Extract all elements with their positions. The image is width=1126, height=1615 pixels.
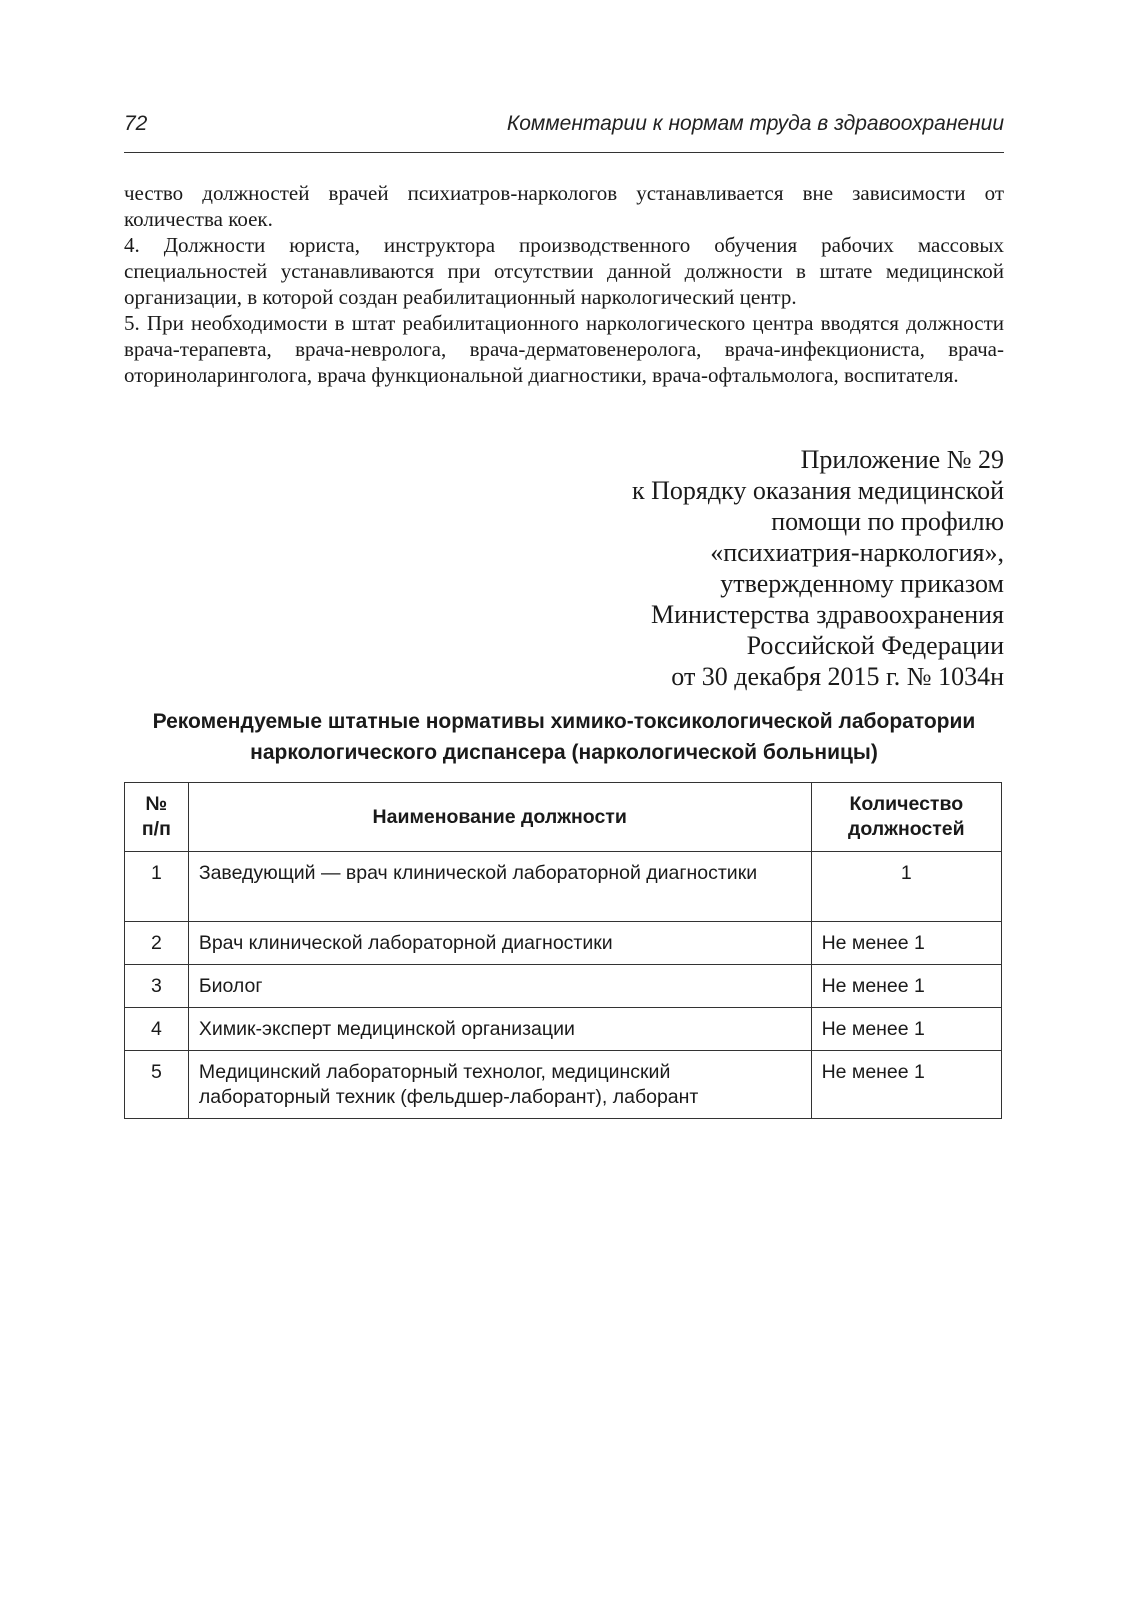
header-quantity-line: должностей [847, 818, 965, 840]
row-number: 4 [125, 1008, 189, 1051]
appendix-line: «психиатрия-наркология», [710, 538, 1004, 567]
body-text [124, 180, 1004, 388]
appendix-line: к Порядку оказания медицинской [631, 476, 1004, 505]
table-title-line: Рекомендуемые штатные нормативы химико-токсикологической лаборатории [152, 710, 976, 733]
header-number [125, 783, 189, 852]
position-quantity: Не менее 1 [811, 1008, 1001, 1051]
row-number: 3 [125, 965, 189, 1008]
position-name: Заведующий — врач клинической лабораторной диагностики [188, 852, 811, 922]
header-quantity [811, 783, 1001, 852]
position-quantity: Не менее 1 [811, 922, 1001, 965]
running-header [124, 112, 1004, 144]
table-title-line: наркологического диспансера (наркологической больницы) [250, 741, 878, 764]
table-row [125, 1008, 1002, 1051]
page-number: 72 [124, 112, 148, 135]
position-name: Врач клинической лабораторной диагностики [188, 922, 811, 965]
table-row [125, 1051, 1002, 1119]
row-number: 2 [125, 922, 189, 965]
header-number-line: п/п [141, 818, 171, 840]
paragraph: чество должностей врачей психиатров-наркологов устанавливается вне зависимости от количества коек. [124, 181, 1004, 231]
table-row [125, 965, 1002, 1008]
position-name: Химик-эксперт медицинской организации [188, 1008, 811, 1051]
paragraph: 5. При необходимости в штат реабилитационного наркологического центра вводятся должности врача-терапевта, врача-невролога, врача-дерматовенеролога, врача-инфекциониста, врача-оториноларинголога, врача функциональной диагностики, врача-офтальмолога, воспитателя. [124, 311, 1004, 387]
position-quantity: Не менее 1 [811, 965, 1001, 1008]
table-title [124, 706, 1004, 768]
table-row [125, 922, 1002, 965]
staffing-table [124, 782, 1002, 1119]
header-divider [124, 152, 1004, 153]
position-quantity: 1 [811, 852, 1001, 922]
appendix-line: Министерства здравоохранения [651, 600, 1004, 629]
appendix-line: Приложение № 29 [800, 445, 1004, 474]
header-number-line: № [145, 793, 168, 815]
appendix-line: утвержденному приказом [720, 569, 1004, 598]
paragraph: 4. Должности юриста, инструктора производственного обучения рабочих массовых специальностей устанавливаются при отсутствии данной должности в штате медицинской организации, в которой создан реабилитационный наркологический центр. [124, 233, 1004, 309]
row-number: 5 [125, 1051, 189, 1119]
appendix-line: помощи по профилю [771, 507, 1004, 536]
appendix-line: от 30 декабря 2015 г. № 1034н [671, 662, 1004, 691]
position-name: Медицинский лабораторный технолог, медицинский лабораторный техник (фельдшер-лаборант), лаборант [188, 1051, 811, 1119]
appendix-reference [404, 444, 1004, 692]
position-quantity: Не менее 1 [811, 1051, 1001, 1119]
book-title: Комментарии к нормам труда в здравоохранении [506, 112, 1004, 135]
table-row [125, 852, 1002, 922]
table-header-row [125, 783, 1002, 852]
appendix-line: Российской Федерации [746, 631, 1004, 660]
row-number: 1 [125, 852, 189, 922]
position-name: Биолог [188, 965, 811, 1008]
header-position-name: Наименование должности [188, 783, 811, 852]
header-quantity-line: Количество [849, 793, 964, 815]
